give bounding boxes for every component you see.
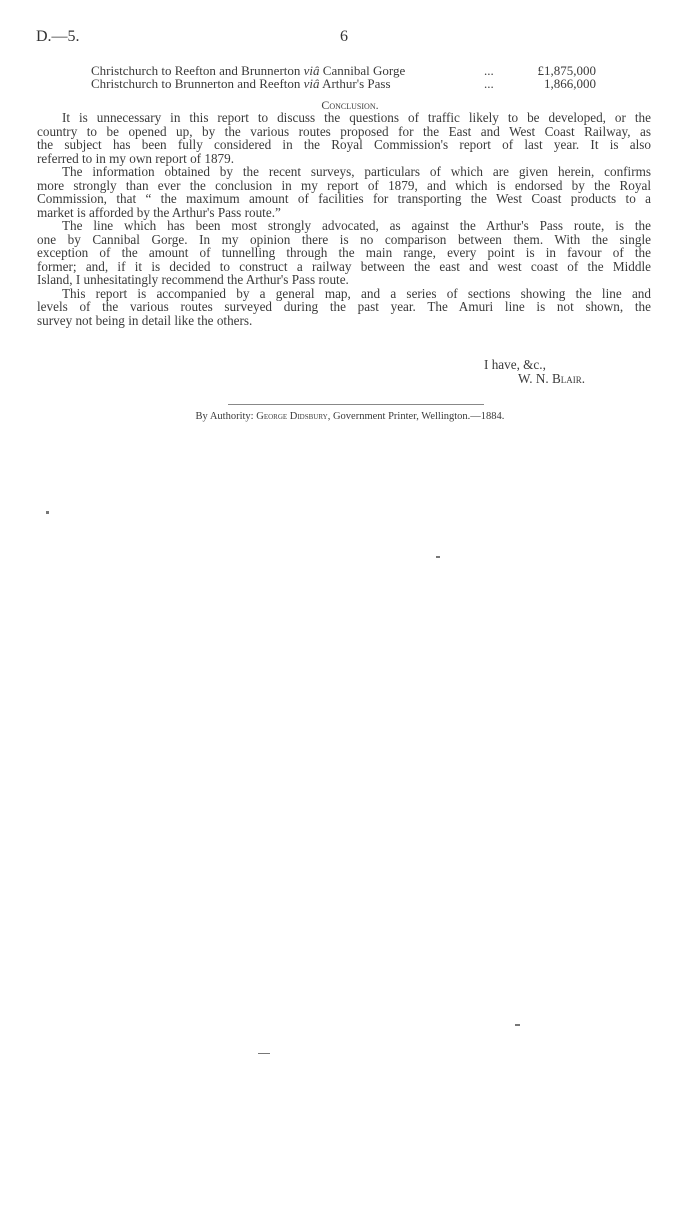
cost-amount: 1,866,000: [544, 76, 596, 91]
section-heading: Conclusion.: [321, 98, 379, 112]
text-line: more strongly than ever the conclusion in my report of 1879, and which is endorsed by the Royal: [37, 178, 651, 193]
closing: I have, &c.,: [484, 357, 546, 372]
text-line: This report is accompanied by a general map, and a series of sections showing the line and: [62, 286, 651, 301]
route-name: Christchurch to Reefton and Brunnerton: [91, 63, 301, 78]
route-dest: Arthur's Pass: [322, 76, 391, 91]
cost-amount: £1,875,000: [537, 63, 596, 78]
scan-speck: [436, 556, 440, 558]
text-line: exception of the amount of tunnelling through the main range, every point is in favour of the: [37, 245, 651, 260]
text-line: country to be opened up, by the various routes proposed for the East and West Coast Railway, as: [37, 124, 651, 139]
text-line: referred to in my own report of 1879.: [37, 151, 235, 166]
signature: W. N. Blair.: [518, 371, 586, 386]
route-name: Christchurch to Brunnerton and Reefton: [91, 76, 301, 91]
text-line: survey not being in detail like the others.: [37, 313, 253, 328]
leader-dots: ...: [484, 76, 494, 91]
text-line: Island, I unhesitatingly recommend the Arthur's Pass route.: [37, 272, 349, 287]
leader-dots: ...: [484, 63, 494, 78]
cost-row: [91, 76, 601, 90]
text-line: former; and, if it is decided to construct a railway between the east and west coast of the Middle: [37, 259, 651, 274]
scan-speck: [515, 1024, 520, 1026]
page-number: 6: [340, 28, 348, 45]
text-line: market is afforded by the Arthur's Pass route.”: [37, 205, 281, 220]
text-line: the subject has been fully considered in the Royal Commission's report of last year. It is also: [37, 137, 651, 152]
text-line: levels of the various routes surveyed during the past year. The Amuri line is not shown, the: [37, 299, 651, 314]
via: viâ: [303, 63, 320, 78]
scan-speck: [258, 1053, 270, 1054]
text-line: one by Cannibal Gorge. In my opinion there is no comparison between them. With the single: [37, 232, 651, 247]
text-line: The information obtained by the recent surveys, particulars of which are given herein, confirms: [62, 164, 651, 179]
cost-row: [91, 63, 601, 77]
route-dest: Cannibal Gorge: [322, 63, 406, 78]
text-line: Commission, that “ the maximum amount of facilities for transporting the West Coast products to a: [37, 191, 651, 206]
imprint: By Authority: George Didsbury, Government Printer, Wellington.—1884.: [195, 411, 505, 422]
scan-speck: [46, 511, 49, 514]
document-reference: D.—5.: [36, 28, 80, 45]
text-line: It is unnecessary in this report to discuss the questions of traffic likely to be developed, or the: [62, 110, 651, 125]
via: viâ: [303, 76, 320, 91]
text-line: The line which has been most strongly advocated, as against the Arthur's Pass route, is the: [62, 218, 651, 233]
divider: [228, 404, 484, 405]
